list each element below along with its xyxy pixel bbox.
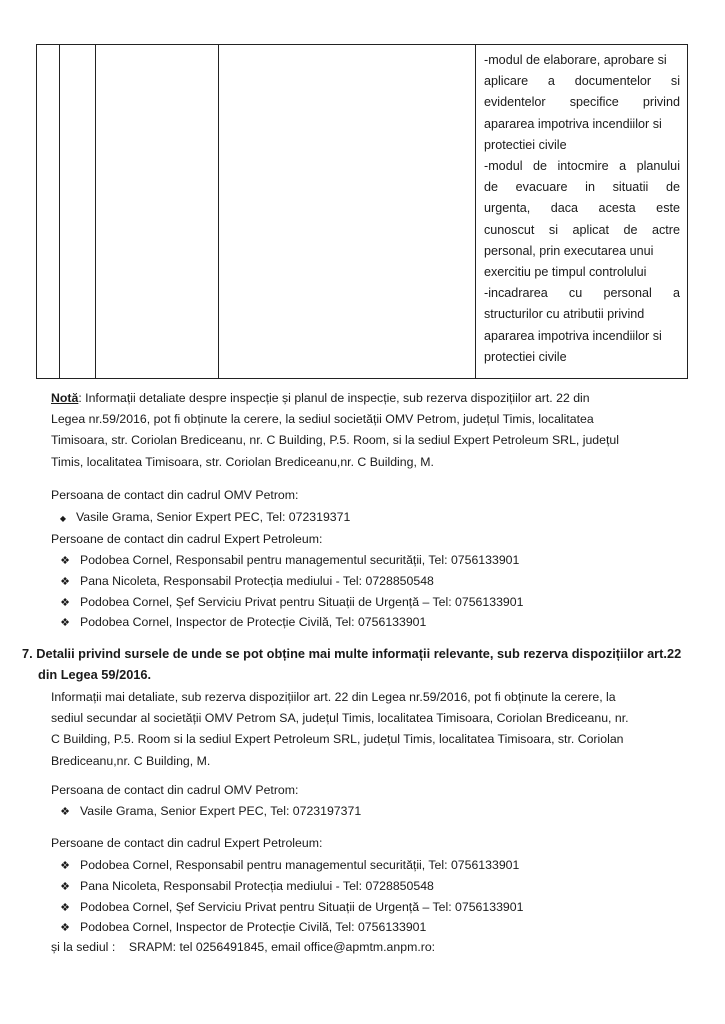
- list-item: [58, 613, 426, 632]
- section-heading-line: 7. Detalii privind sursele de unde se pot obține mai multe informații relevante, sub rezerva dispozițiilor art.22: [22, 646, 682, 661]
- section-7-heading: [22, 643, 681, 685]
- table-cell-line: -modul de intocmire a planului: [484, 159, 680, 174]
- contact-person: Pana Nicoleta, Responsabil Protecția mediului - Tel: 0728850548: [80, 879, 434, 893]
- contact-person: Podobea Cornel, Șef Serviciu Privat pentru Situații de Urgență – Tel: 0756133901: [80, 595, 524, 609]
- table-cell-details: [484, 50, 680, 368]
- omv-contact-heading: Persoana de contact din cadrul OMV Petrom:: [51, 488, 299, 502]
- body-line: C Building, P.5. Room si la sediul Expert Petroleum SRL, județul Timis, localitatea Timisoara, str. Coriolan: [51, 732, 624, 747]
- list-item: [58, 572, 434, 591]
- diamond-bullet-icon: ❖: [60, 922, 70, 934]
- nota-text: Timis, localitatea Timisoara, str. Coriolan Brediceanu,nr. C Building, M.: [51, 454, 434, 469]
- contact-person: Vasile Grama, Senior Expert PEC, Tel: 072319371: [76, 510, 351, 524]
- diamond-bullet-icon: ❖: [60, 806, 70, 818]
- nota-text: Timisoara, str. Coriolan Brediceanu, nr. C Building, P.5. Room, si la sediul Expert Petroleum SRL, județul: [51, 433, 619, 448]
- sediu-line: și la sediul : SRAPM: tel 0256491845, email office@apmtm.anpm.ro:: [51, 940, 436, 954]
- diamond-bullet-icon: ❖: [60, 881, 70, 893]
- table-column-divider: [218, 45, 219, 378]
- table-cell-line: urgenta, daca acesta este: [484, 201, 680, 216]
- contact-person: Podobea Cornel, Responsabil pentru managementul securității, Tel: 0756133901: [80, 553, 520, 567]
- nota-label: Notă: [51, 391, 79, 405]
- diamond-bullet-icon: ❖: [60, 555, 70, 567]
- section-heading-line: din Legea 59/2016.: [38, 667, 152, 682]
- list-item: [58, 508, 350, 528]
- table-cell-line: aplicare a documentelor si: [484, 74, 680, 89]
- table-cell-line: protectiei civile: [484, 137, 567, 152]
- table-cell-line: protectiei civile: [484, 349, 567, 364]
- table-cell-line: -incadrarea cu personal a: [484, 286, 680, 301]
- diamond-bullet-icon: ❖: [60, 597, 70, 609]
- omv-contact-heading: Persoana de contact din cadrul OMV Petrom:: [51, 783, 299, 797]
- contact-person: Podobea Cornel, Inspector de Protecție Civilă, Tel: 0756133901: [80, 920, 427, 934]
- body-line: Informații mai detaliate, sub rezerva dispozițiilor art. 22 din Legea nr.59/2016, pot fi obținute la cerere, la: [51, 690, 616, 704]
- diamond-bullet-icon: ❖: [60, 576, 70, 588]
- section-7-body: [51, 687, 629, 772]
- nota-paragraph: [51, 388, 619, 473]
- nota-text: Legea nr.59/2016, pot fi obținute la cerere, la sediul societății OMV Petrom, județul Timis, localitatea: [51, 412, 594, 427]
- table-cell-line: apararea impotriva incendiilor si: [484, 116, 662, 131]
- small-diamond-bullet-icon: ◆: [59, 514, 67, 523]
- list-item: [58, 802, 361, 821]
- list-item: [58, 877, 434, 896]
- table-column-divider: [95, 45, 96, 378]
- table-cell-line: evidentelor specifice privind: [484, 95, 680, 110]
- table-cell-line: -modul de elaborare, aprobare si: [484, 53, 667, 67]
- table-column-divider: [59, 45, 60, 378]
- contact-person: Vasile Grama, Senior Expert PEC, Tel: 0723197371: [80, 804, 362, 818]
- ep-contact-heading: Persoane de contact din cadrul Expert Petroleum:: [51, 532, 323, 546]
- inspection-table: [36, 44, 688, 379]
- diamond-bullet-icon: ❖: [60, 902, 70, 914]
- table-cell-line: structurilor cu atributii privind: [484, 307, 645, 322]
- list-item: [58, 593, 523, 612]
- table-cell-line: apararea impotriva incendiilor si: [484, 328, 662, 343]
- body-line: sediul secundar al societății OMV Petrom SA, județul Timis, localitatea Timisoara, Coriolan Brediceanu, nr.: [51, 711, 629, 726]
- diamond-bullet-icon: ❖: [60, 617, 70, 629]
- body-line: Brediceanu,nr. C Building, M.: [51, 753, 211, 768]
- diamond-bullet-icon: ❖: [60, 860, 70, 872]
- list-item: [58, 898, 523, 917]
- table-cell-line: exercitiu pe timpul controlului: [484, 265, 647, 280]
- list-item: [58, 551, 519, 570]
- table-cell-line: cunoscut si aplicat de actre: [484, 222, 680, 237]
- nota-text: : Informații detaliate despre inspecție și planul de inspecție, sub rezerva dispozițiilor art. 22 din: [78, 391, 590, 405]
- contact-person: Pana Nicoleta, Responsabil Protecția mediului - Tel: 0728850548: [80, 574, 434, 588]
- list-item: [58, 918, 426, 937]
- contact-person: Podobea Cornel, Responsabil pentru managementul securității, Tel: 0756133901: [80, 858, 520, 872]
- table-cell-line: personal, prin executarea unui: [484, 243, 654, 258]
- table-cell-line: de evacuare in situatii de: [484, 180, 680, 195]
- list-item: [58, 856, 519, 875]
- table-column-divider: [475, 45, 476, 378]
- ep-contact-heading: Persoane de contact din cadrul Expert Petroleum:: [51, 836, 323, 850]
- contact-person: Podobea Cornel, Inspector de Protecție Civilă, Tel: 0756133901: [80, 615, 427, 629]
- contact-person: Podobea Cornel, Șef Serviciu Privat pentru Situații de Urgență – Tel: 0756133901: [80, 900, 524, 914]
